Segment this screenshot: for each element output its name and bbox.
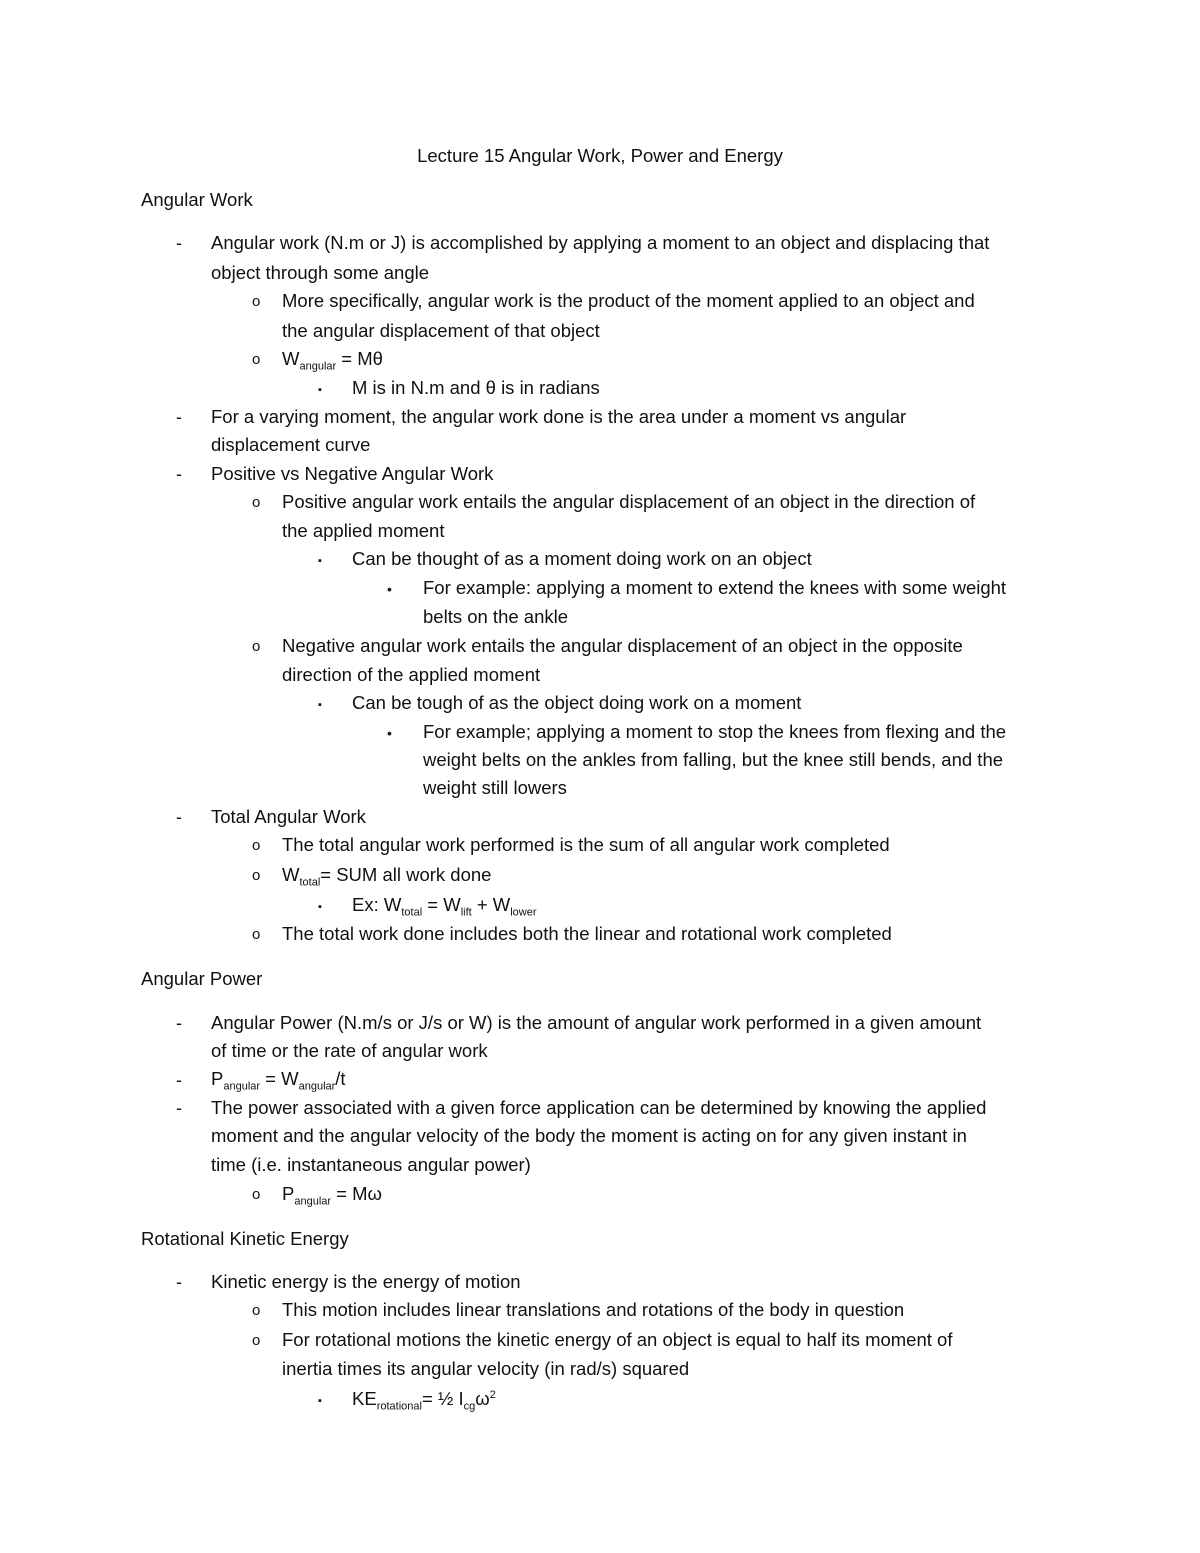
- list-item-text: Angular work (N.m or J) is accomplished by applying a moment to an object and displacing that: [211, 232, 990, 253]
- circle-marker: o: [252, 638, 261, 655]
- section-heading-angular-work: Angular Work: [141, 189, 253, 210]
- list-item-text: Can be tough of as the object doing work on a moment: [352, 692, 802, 713]
- circle-marker: o: [252, 837, 261, 854]
- list-item-text: Kinetic energy is the energy of motion: [211, 1271, 521, 1292]
- circle-marker: o: [252, 926, 261, 943]
- dash-marker: -: [176, 1098, 182, 1118]
- dash-marker: -: [176, 807, 182, 827]
- list-item-text: Negative angular work entails the angular displacement of an object in the opposite: [282, 635, 963, 656]
- list-item-text: belts on the ankle: [423, 606, 569, 627]
- list-item-text: More specifically, angular work is the product of the moment applied to an object and: [282, 290, 975, 311]
- list-item-text: The power associated with a given force application can be determined by knowing the applied: [211, 1097, 987, 1118]
- section-heading-angular-power: Angular Power: [141, 968, 263, 989]
- list-item-text: The total angular work performed is the sum of all angular work completed: [282, 834, 890, 855]
- square-marker: ▪: [318, 555, 322, 567]
- list-item-text: For rotational motions the kinetic energy of an object is equal to half its moment of: [282, 1329, 953, 1350]
- dash-marker: -: [176, 233, 182, 253]
- formula-power-angular: $P_{angular} = W_{angular}/t$: [211, 1068, 346, 1093]
- list-item-text: inertia times its angular velocity (in rad/s) squared: [282, 1358, 690, 1379]
- list-item-text: displacement curve: [211, 434, 371, 455]
- circle-marker: o: [252, 351, 261, 368]
- formula-work-example: Ex: $W_{total} = W_{lift} + W_{lower}$: [352, 894, 537, 919]
- list-item-text: For example: applying a moment to extend the knees with some weight: [423, 577, 1007, 598]
- list-item-text: Can be thought of as a moment doing work on an object: [352, 548, 812, 569]
- formula-power-instantaneous: $P_{angular} = M\omega$: [282, 1183, 382, 1208]
- square-marker: ▪: [318, 901, 322, 913]
- list-item-text: This motion includes linear translations and rotations of the body in question: [282, 1299, 905, 1320]
- list-item-text: weight belts on the ankles from falling, but the knee still bends, and the: [423, 749, 1004, 770]
- dash-marker: -: [176, 1013, 182, 1033]
- bullet-marker: •: [387, 725, 392, 741]
- section-heading-rotational-kinetic-energy: Rotational Kinetic Energy: [141, 1228, 349, 1249]
- list-item-text: object through some angle: [211, 262, 430, 283]
- list-item-text: Positive angular work entails the angular displacement of an object in the direction of: [282, 491, 976, 512]
- dash-marker: -: [176, 407, 182, 427]
- circle-marker: o: [252, 867, 261, 884]
- formula-kinetic-energy: $KE_{rotational}=$ ½ $I_{cg}\omega^2$: [352, 1388, 496, 1413]
- list-item-text: For example; applying a moment to stop the knees from flexing and the: [423, 721, 1007, 742]
- list-item-text: weight still lowers: [423, 777, 567, 798]
- circle-marker: o: [252, 494, 261, 511]
- list-item-text: M is in N.m and θ is in radians: [352, 377, 600, 398]
- circle-marker: o: [252, 1186, 261, 1203]
- square-marker: ▪: [318, 1395, 322, 1407]
- page-title: Lecture 15 Angular Work, Power and Energy: [417, 145, 783, 166]
- circle-marker: o: [252, 1302, 261, 1319]
- formula-work-total: $W_{total}=$ SUM all work done: [282, 864, 492, 889]
- circle-marker: o: [252, 1332, 261, 1349]
- dash-marker: -: [176, 1070, 182, 1090]
- formula-work-angular: $W_{angular} = M\theta$: [282, 348, 383, 373]
- dash-marker: -: [176, 1272, 182, 1292]
- list-item-text: the applied moment: [282, 520, 445, 541]
- list-item-text: The total work done includes both the linear and rotational work completed: [282, 923, 892, 944]
- list-item-text: time (i.e. instantaneous angular power): [211, 1154, 531, 1175]
- list-item-text: Positive vs Negative Angular Work: [211, 463, 494, 484]
- bullet-marker: •: [387, 581, 392, 597]
- list-item-text: Total Angular Work: [211, 806, 366, 827]
- list-item-text: moment and the angular velocity of the body the moment is acting on for any given instant in: [211, 1125, 967, 1146]
- square-marker: ▪: [318, 384, 322, 396]
- circle-marker: o: [252, 293, 261, 310]
- list-item-text: the angular displacement of that object: [282, 320, 600, 341]
- list-item-text: For a varying moment, the angular work done is the area under a moment vs angular: [211, 406, 907, 427]
- list-item-text: Angular Power (N.m/s or J/s or W) is the amount of angular work performed in a given amount: [211, 1012, 982, 1033]
- list-item-text: direction of the applied moment: [282, 664, 541, 685]
- list-item-text: of time or the rate of angular work: [211, 1040, 488, 1061]
- square-marker: ▪: [318, 699, 322, 711]
- dash-marker: -: [176, 464, 182, 484]
